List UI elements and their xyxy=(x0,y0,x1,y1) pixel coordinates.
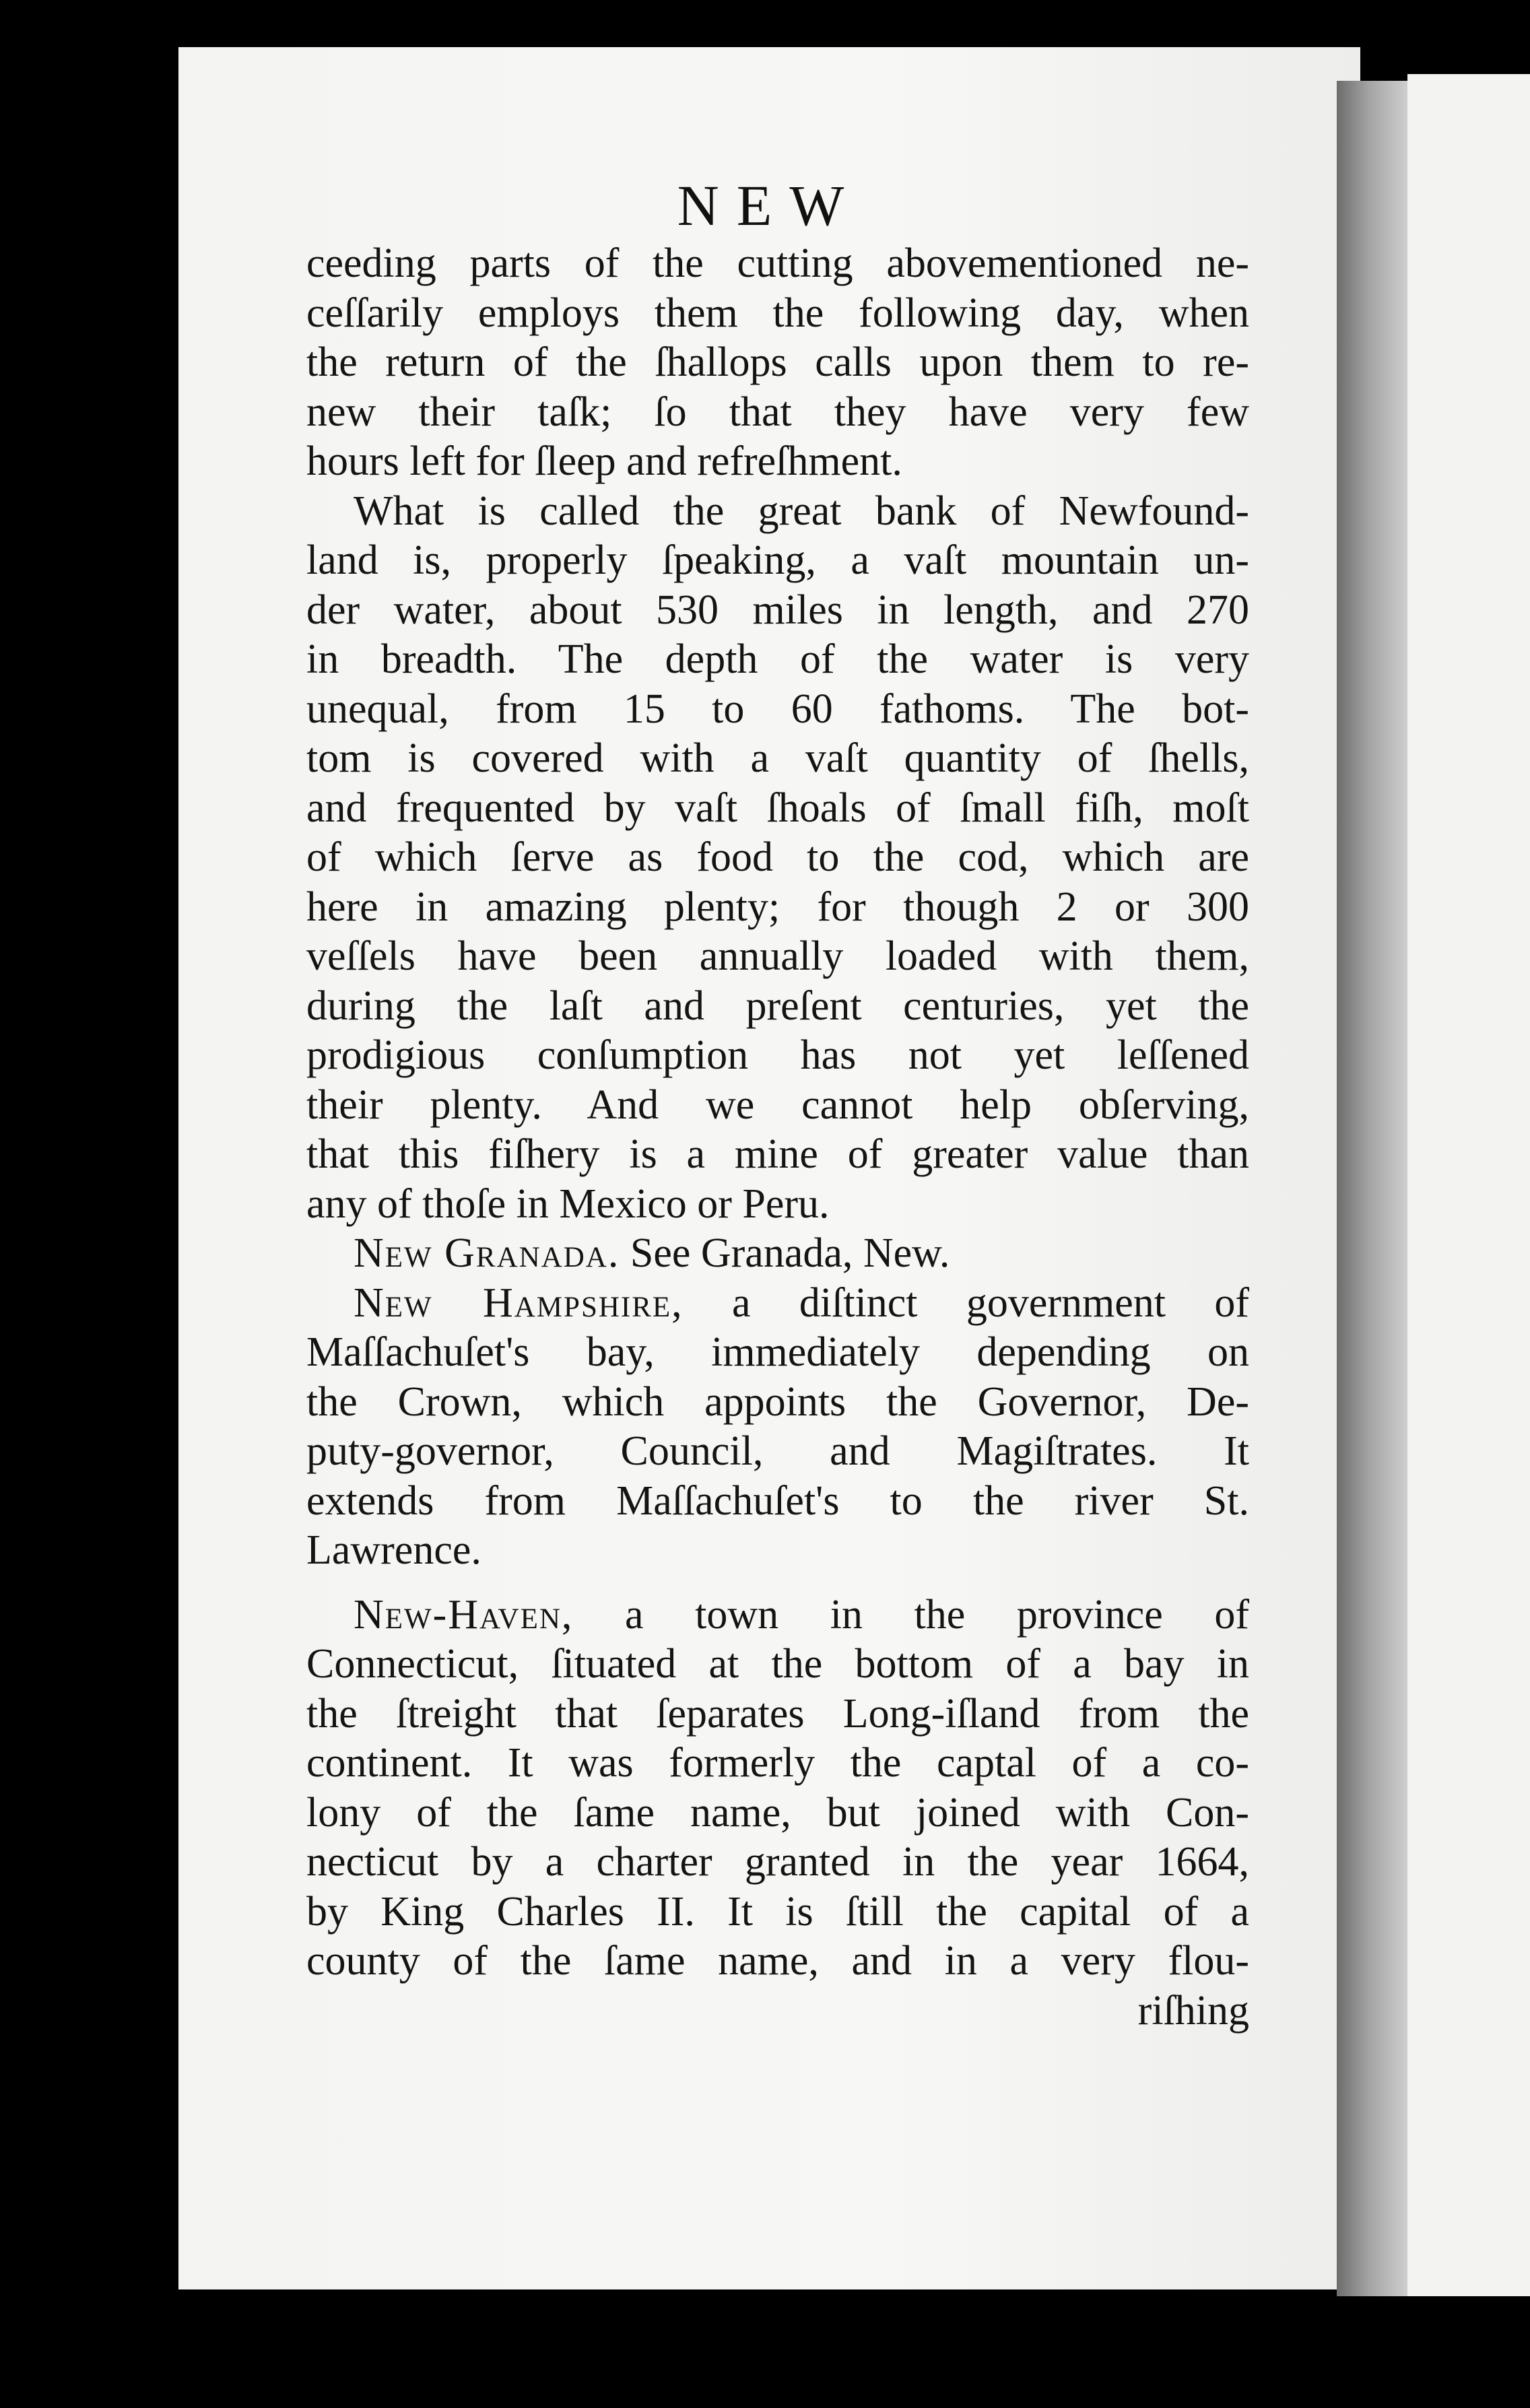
entry-head: New Hampshire, xyxy=(354,1279,684,1326)
text-line: puty-governor, Council, and Magiſtrates. It xyxy=(306,1428,1249,1474)
entry-new-haven xyxy=(306,1591,1249,1640)
text-line: in breadth. The depth of the water is very xyxy=(306,636,1249,682)
text-line: county of the ſame name, and in a very flou- xyxy=(306,1938,1249,1984)
text-line: by King Charles II. It is ſtill the capital of a xyxy=(306,1888,1249,1935)
text-line: der water, about 530 miles in length, and 270 xyxy=(306,587,1249,633)
body-text xyxy=(306,239,1249,2036)
text-line: tom is covered with a vaſt quantity of ſhells, xyxy=(306,735,1249,781)
facing-page xyxy=(1407,74,1530,2296)
entry-head: New Granada. xyxy=(354,1230,620,1276)
text-line: during the laſt and preſent centuries, yet the xyxy=(306,982,1249,1029)
text-line: veſſels have been annually loaded with them, xyxy=(306,933,1249,979)
text-line: the ſtreight that ſeparates Long-iſland from the xyxy=(306,1690,1249,1737)
text-line: extends from Maſſachuſet's to the river St. xyxy=(306,1477,1249,1524)
text-line: here in amazing plenty; for though 2 or 300 xyxy=(306,883,1249,930)
text-line: Maſſachuſet's bay, immediately depending on xyxy=(306,1329,1249,1375)
text-line: What is called the great bank of Newfound- xyxy=(354,488,1249,534)
text-line: lony of the ſame name, but joined with Con- xyxy=(306,1789,1249,1836)
entry-text: a town in the province of xyxy=(573,1591,1249,1638)
text-line: ceeding parts of the cutting abovementioned ne- xyxy=(306,240,1249,286)
text-line: ceſſarily employs them the following day, when xyxy=(306,290,1249,336)
running-head: NEW xyxy=(677,173,862,238)
paragraph-gap xyxy=(306,1576,1249,1591)
text-line: and frequented by vaſt ſhoals of ſmall fiſh, moſt xyxy=(306,784,1249,831)
text-line: their plenty. And we cannot help obſerving, xyxy=(306,1081,1249,1128)
text-line: Connecticut, ſituated at the bottom of a bay in xyxy=(306,1641,1249,1687)
book-gutter xyxy=(1337,81,1418,2296)
text-line: prodigious conſumption has not yet leſſened xyxy=(306,1032,1249,1078)
text-line: continent. It was formerly the captal of a co- xyxy=(306,1740,1249,1786)
text-line: of which ſerve as food to the cod, which are xyxy=(306,834,1249,880)
text-line: hours left for ſleep and refreſhment. xyxy=(306,438,902,484)
entry-text: a diſtinct government of xyxy=(683,1279,1249,1326)
text-line: new their taſk; ſo that they have very few xyxy=(306,389,1249,435)
text-line: land is, properly ſpeaking, a vaſt mountain un- xyxy=(306,537,1249,583)
text-line: that this fiſhery is a mine of greater value than xyxy=(306,1131,1249,1177)
text-line: the Crown, which appoints the Governor, De- xyxy=(306,1378,1249,1425)
entry-text: See Granada, New. xyxy=(620,1230,950,1276)
catchword: riſhing xyxy=(1137,1987,1249,2034)
text-line: the return of the ſhallops calls upon them to re- xyxy=(306,339,1249,385)
text-line: necticut by a charter granted in the year 1664, xyxy=(306,1839,1249,1885)
entry-head: New-Haven, xyxy=(354,1591,574,1638)
entry-new-granada xyxy=(306,1229,1249,1279)
text-line: any of thoſe in Mexico or Peru. xyxy=(306,1180,830,1227)
text-line: Lawrence. xyxy=(306,1527,481,1573)
entry-new-hampshire xyxy=(306,1279,1249,1329)
text-line: unequal, from 15 to 60 fathoms. The bot- xyxy=(306,685,1249,732)
